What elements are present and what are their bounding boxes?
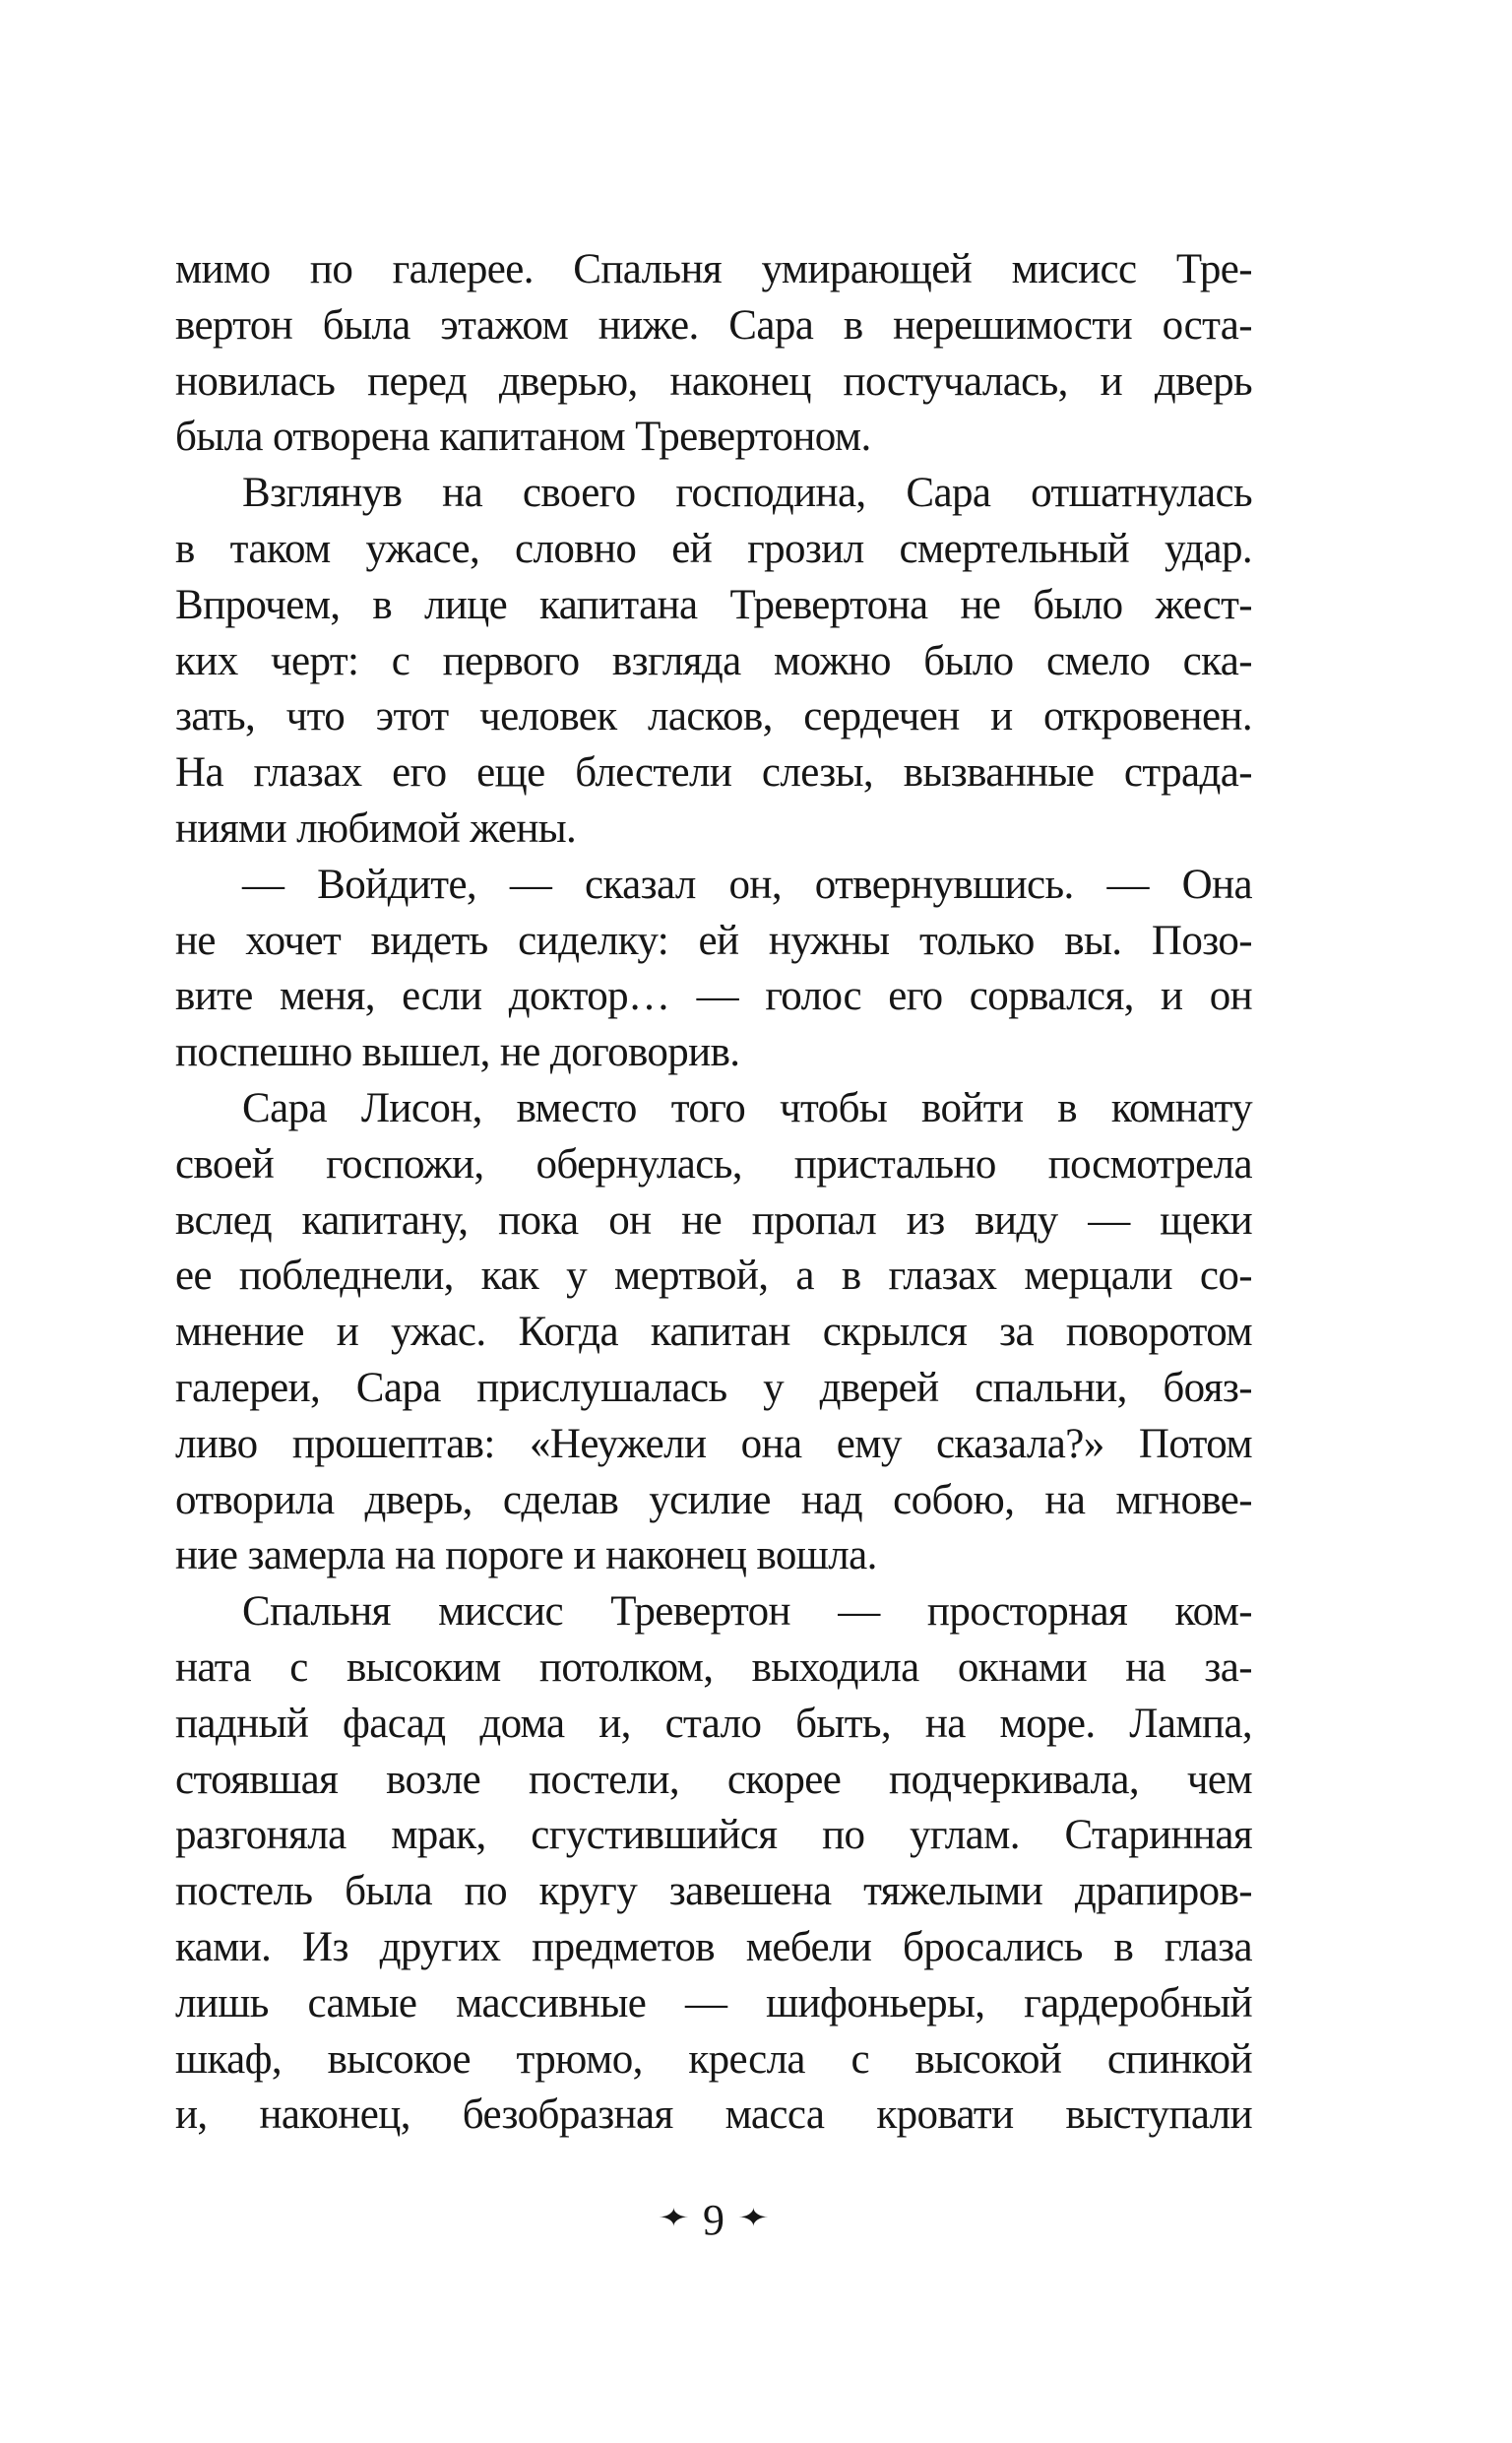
- text-line: ками. Из других предметов мебели бросались в глаза: [175, 1923, 1252, 1970]
- text-line: мнение и ужас. Когда капитан скрылся за поворотом: [175, 1309, 1252, 1356]
- text-line: Впрочем, в лице капитана Тревертона не было жест-: [175, 581, 1252, 628]
- text-line: лишь самые массивные — шифоньеры, гардеробный: [175, 1979, 1252, 2026]
- footer-diamond-icon-left: ✦: [658, 2203, 691, 2231]
- text-line: своей госпожи, обернулась, пристально посмотрела: [175, 1140, 1252, 1188]
- paragraph: [175, 1584, 1252, 2144]
- text-line: ние замерла на пороге и наконец вошла.: [175, 1532, 877, 1579]
- text-line: зать, что этот человек ласков, сердечен и откровенен.: [175, 693, 1252, 740]
- paragraph: [175, 858, 1252, 1081]
- footer-diamond-icon-right: ✦: [736, 2203, 770, 2231]
- text-line: На глазах его еще блестели слезы, вызванные страда-: [175, 749, 1252, 797]
- text-line: постель была по кругу завешена тяжелыми драпиров-: [175, 1868, 1252, 1915]
- paragraph: [175, 242, 1252, 466]
- text-line: ниями любимой жены.: [175, 804, 577, 852]
- text-line: Сара Лисон, вместо того чтобы войти в комнату: [242, 1084, 1252, 1131]
- page-number: 9: [703, 2196, 724, 2244]
- text-line: была отворена капитаном Тревертоном.: [175, 414, 871, 461]
- text-line: и, наконец, безобразная масса кровати выступали: [175, 2091, 1252, 2139]
- paragraph: [175, 1081, 1252, 1584]
- text-line: галереи, Сара прислушалась у дверей спальни, бояз-: [175, 1364, 1252, 1411]
- text-line: ната с высоким потолком, выходила окнами на за-: [175, 1643, 1252, 1691]
- text-line: новилась перед дверью, наконец постучалась, и дверь: [175, 357, 1252, 405]
- text-line: разгоняла мрак, сгустившийся по углам. Старинная: [175, 1812, 1252, 1859]
- text-line: стоявшая возле постели, скорее подчеркивала, чем: [175, 1756, 1252, 1803]
- page-footer: [175, 2188, 1252, 2247]
- text-line: падный фасад дома и, стало быть, на море. Лампа,: [175, 1700, 1252, 1747]
- text-line: в таком ужасе, словно ей грозил смертельный удар.: [175, 525, 1252, 572]
- text-line: ких черт: с первого взгляда можно было смело ска-: [175, 637, 1252, 684]
- text-line: не хочет видеть сиделку: ей нужны только вы. Позо-: [175, 917, 1252, 964]
- text-line: ливо прошептав: «Неужели она ему сказала?» Потом: [175, 1420, 1252, 1467]
- text-line: вслед капитану, пока он не пропал из виду — щеки: [175, 1196, 1252, 1244]
- text-line: вите меня, если доктор… — голос его сорвался, и он: [175, 973, 1252, 1020]
- text-line: — Войдите, — сказал он, отвернувшись. — Она: [242, 861, 1252, 908]
- page-text: [175, 242, 1252, 2144]
- paragraph: [175, 466, 1252, 858]
- text-line: вертон была этажом ниже. Сара в нерешимости оста-: [175, 301, 1252, 349]
- text-line: отворила дверь, сделав усилие над собою, на мгнове-: [175, 1476, 1252, 1523]
- text-line: мимо по галерее. Спальня умирающей мисисс Тре-: [175, 246, 1252, 292]
- text-line: Взглянув на своего господина, Сара отшатнулась: [242, 470, 1252, 517]
- text-line: Спальня миссис Тревертон — просторная ком-: [242, 1588, 1252, 1636]
- text-line: шкаф, высокое трюмо, кресла с высокой спинкой: [175, 2035, 1252, 2083]
- text-line: поспешно вышел, не договорив.: [175, 1029, 740, 1076]
- text-line: ее побледнели, как у мертвой, а в глазах мерцали со-: [175, 1253, 1252, 1300]
